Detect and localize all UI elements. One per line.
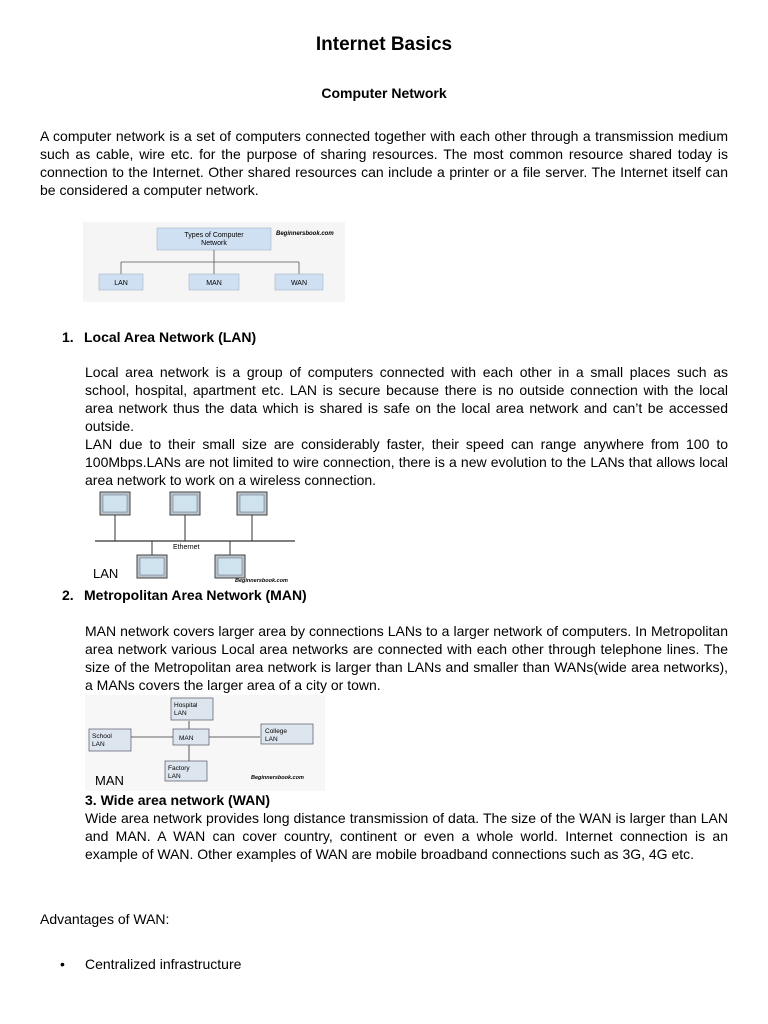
types-man-label: MAN bbox=[206, 280, 222, 287]
factory-label-2: LAN bbox=[168, 773, 181, 780]
types-of-network-diagram bbox=[83, 222, 345, 302]
college-label-1: College bbox=[265, 728, 288, 735]
man-paragraph-1: MAN network covers larger area by connections LANs to a larger network of computers. In Metropolitan area network various Local area networks are connected with each other through telephone lines. The size of the Metropolitan area network is larger than LANs and smaller than WANs(wide area networks), a MANs covers the larger area of a city or town. bbox=[85, 623, 728, 693]
lan-watermark: Beginnersbook.com bbox=[235, 578, 288, 584]
list-item-text: Centralized infrastructure bbox=[85, 956, 242, 972]
school-label-1: School bbox=[92, 733, 112, 740]
bullet-icon: • bbox=[60, 956, 65, 972]
computer-icon bbox=[137, 555, 167, 578]
computer-icon bbox=[215, 555, 245, 578]
types-watermark: Beginnersbook.com bbox=[276, 231, 334, 237]
factory-label-1: Factory bbox=[168, 765, 190, 772]
man-diagram bbox=[85, 695, 325, 791]
man-heading bbox=[62, 587, 307, 603]
wan-heading: 3. Wide area network (WAN) bbox=[85, 792, 271, 808]
lan-heading-text: Local Area Network (LAN) bbox=[84, 329, 257, 345]
types-lan-label: LAN bbox=[114, 280, 128, 287]
wan-paragraph: Wide area network provides long distance transmission of data. The size of the WAN is larger than LAN and MAN. A WAN can cover country, continent or even a whole world. Internet connection is an example of WAN. Other examples of WAN are mobile broadband connections such as 3G, 4G etc. bbox=[85, 810, 728, 862]
lan-paragraph-1: Local area network is a group of computers connected with each other in a small places such as school, hospital, apartment etc. LAN is secure because there is no outside connection with the local area network thus the data which is shared is safe on the local area network and can’t be accessed outside. bbox=[85, 364, 728, 434]
advantages-heading: Advantages of WAN: bbox=[40, 911, 170, 927]
hospital-label-1: Hospital bbox=[174, 702, 198, 709]
man-diagram-label: MAN bbox=[95, 773, 124, 788]
man-body bbox=[85, 622, 728, 694]
man-center-label: MAN bbox=[179, 735, 194, 742]
computer-icon bbox=[100, 492, 130, 515]
lan-diagram bbox=[85, 489, 303, 585]
lan-body bbox=[85, 363, 728, 489]
types-root-line1: Types of Computer bbox=[184, 232, 244, 239]
page-title: Internet Basics bbox=[315, 34, 453, 55]
lan-diagram-label: LAN bbox=[93, 566, 119, 581]
lan-heading bbox=[62, 329, 256, 345]
computer-icon bbox=[170, 492, 200, 515]
section-title: Computer Network bbox=[321, 85, 447, 101]
lan-number: 1. bbox=[62, 329, 74, 345]
school-label-2: LAN bbox=[92, 741, 105, 748]
intro-paragraph: A computer network is a set of computers connected together with each other through a transmission medium such as cable, wire etc. for the purpose of sharing resources. The most common resource shared today is connection to the Internet. Other shared resources can include a printer or a file server. The Internet itself can be considered a computer network. bbox=[40, 128, 728, 198]
college-label-2: LAN bbox=[265, 736, 278, 743]
ethernet-label: Ethernet bbox=[173, 544, 200, 551]
computer-icon bbox=[237, 492, 267, 515]
man-heading-text: Metropolitan Area Network (MAN) bbox=[84, 587, 307, 603]
lan-paragraph-2: LAN due to their small size are considerably faster, their speed can range anywhere from 100 to 100Mbps.LANs are not limited to wire connection, there is a new evolution to the LANs that allows local area network to work on a wireless connection. bbox=[85, 436, 728, 488]
man-watermark: Beginnersbook.com bbox=[251, 775, 304, 781]
types-root-line2: Network bbox=[201, 240, 227, 247]
man-number: 2. bbox=[62, 587, 74, 603]
list-item bbox=[60, 956, 241, 972]
hospital-label-2: LAN bbox=[174, 710, 187, 717]
types-wan-label: WAN bbox=[290, 280, 308, 287]
